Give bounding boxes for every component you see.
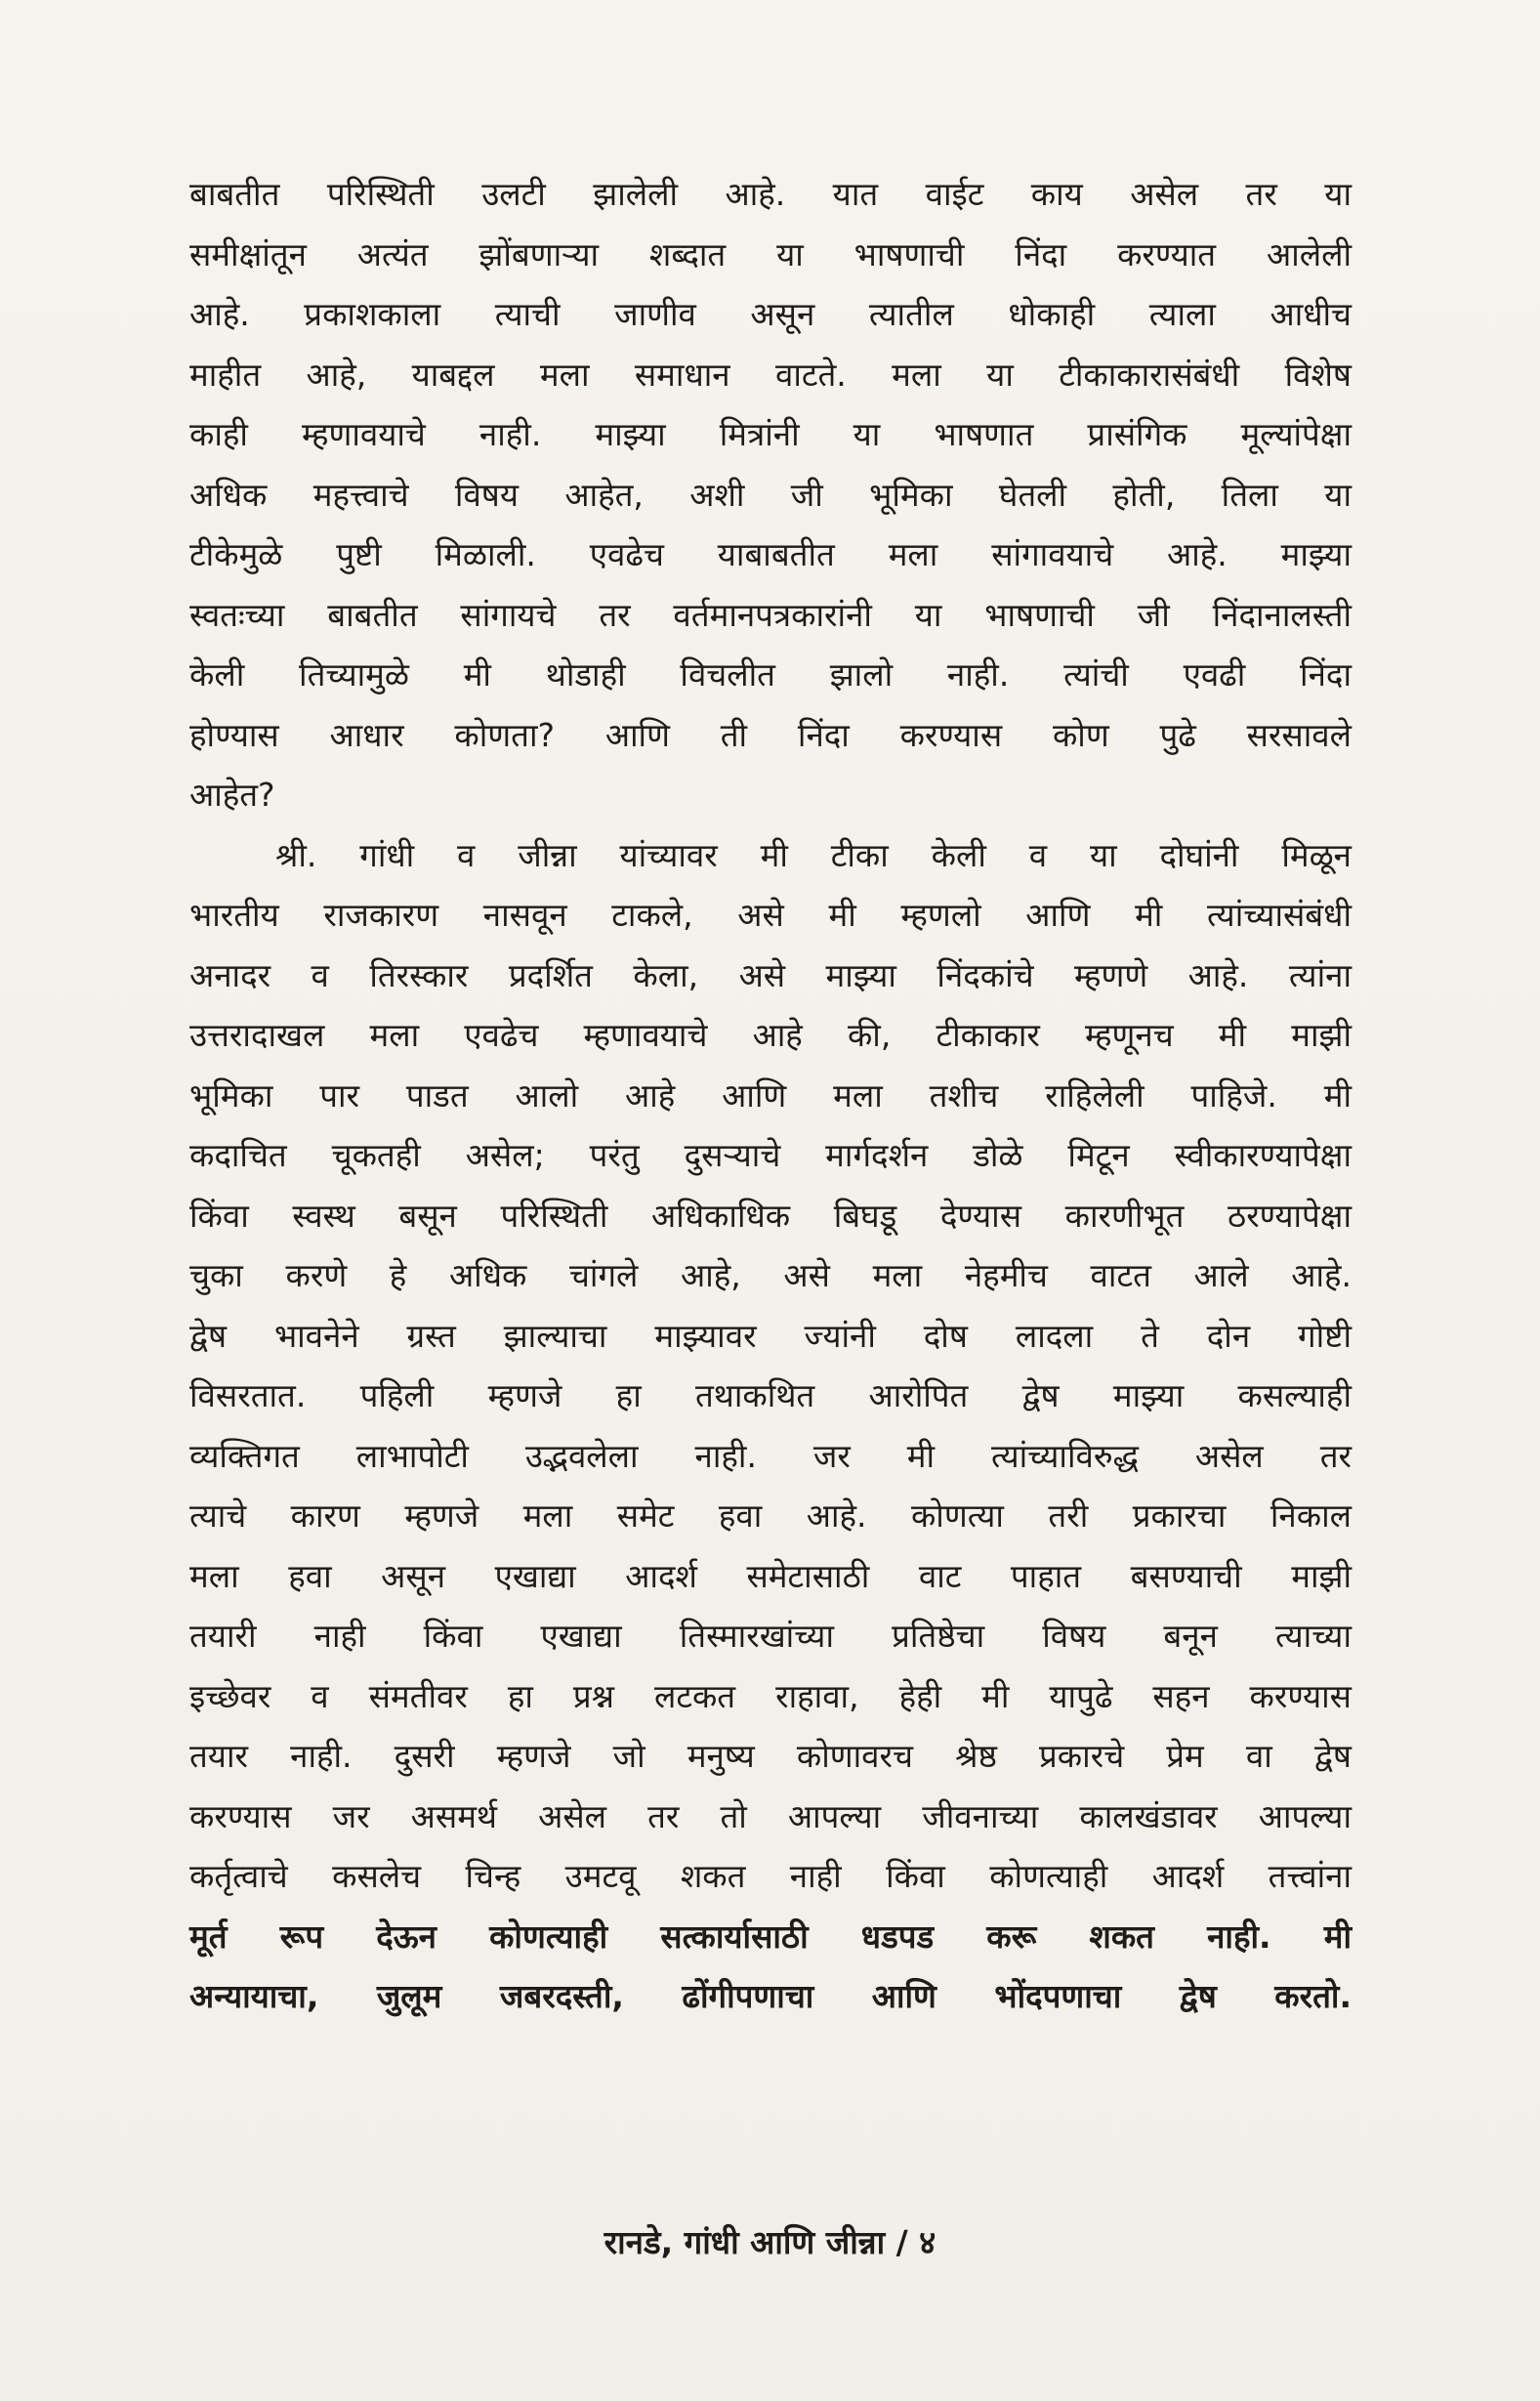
text-line: माहीत आहे, याबद्दल मला समाधान वाटते. मला या टीकाकारासंबंधी विशेष bbox=[189, 355, 1352, 394]
body-text bbox=[189, 164, 1352, 2027]
text-line: कर्तृत्वाचे कसलेच चिन्ह उमटवू शकत नाही किंवा कोणत्याही आदर्श तत्त्वांना bbox=[189, 1857, 1352, 1895]
text-line: भारतीय राजकारण नासवून टाकले, असे मी म्हणलो आणि मी त्यांच्यासंबंधी bbox=[189, 896, 1352, 934]
text-line: इच्छेवर व संमतीवर हा प्रश्न लटकत राहावा, हेही मी यापुढे सहन करण्यास bbox=[189, 1676, 1352, 1715]
text-line: तयारी नाही किंवा एखाद्या तिस्मारखांच्या प्रतिष्ठेचा विषय बनून त्याच्या bbox=[189, 1617, 1352, 1655]
text-line: आहे. प्रकाशकाला त्याची जाणीव असून त्यातील धोकाही त्याला आधीच bbox=[189, 295, 1352, 333]
text-line: चुका करणे हे अधिक चांगले आहे, असे मला नेहमीच वाटत आले आहे. bbox=[189, 1256, 1352, 1294]
text-line: बाबतीत परिस्थिती उलटी झालेली आहे. यात वाईट काय असेल तर या bbox=[189, 175, 1352, 213]
text-line: त्याचे कारण म्हणजे मला समेट हवा आहे. कोणत्या तरी प्रकारचा निकाल bbox=[189, 1496, 1352, 1535]
text-line: श्री. गांधी व जीन्ना यांच्यावर मी टीका केली व या दोघांनी मिळून bbox=[275, 835, 1352, 874]
text-line: अनादर व तिरस्कार प्रदर्शित केला, असे माझ्या निंदकांचे म्हणणे आहे. त्यांना bbox=[189, 955, 1352, 994]
text-line: मूर्त रूप देऊन कोणत्याही सत्कार्यासाठी धडपड करू शकत नाही. मी bbox=[189, 1917, 1352, 1956]
text-line: कदाचित चूकतही असेल; परंतु दुसऱ्याचे मार्गदर्शन डोळे मिटून स्वीकारण्यापेक्षा bbox=[189, 1136, 1352, 1174]
text-line: स्वतःच्या बाबतीत सांगायचे तर वर्तमानपत्रकारांनी या भाषणाची जी निंदानालस्ती bbox=[189, 595, 1352, 634]
text-line: टीकेमुळे पुष्टी मिळाली. एवढेच याबाबतीत मला सांगावयाचे आहे. माझ्या bbox=[189, 535, 1352, 573]
text-line: होण्यास आधार कोणता? आणि ती निंदा करण्यास कोण पुढे सरसावले bbox=[189, 715, 1352, 754]
text-line: आहेत? bbox=[189, 776, 275, 814]
text-line: व्यक्तिगत लाभापोटी उद्भवलेला नाही. जर मी त्यांच्याविरुद्ध असेल तर bbox=[189, 1436, 1352, 1475]
text-line: उत्तरादाखल मला एवढेच म्हणावयाचे आहे की, टीकाकार म्हणूनच मी माझी bbox=[189, 1016, 1352, 1054]
text-line: तयार नाही. दुसरी म्हणजे जो मनुष्य कोणावरच श्रेष्ठ प्रकारचे प्रेम वा द्वेष bbox=[189, 1737, 1352, 1775]
text-line: किंवा स्वस्थ बसून परिस्थिती अधिकाधिक बिघडू देण्यास कारणीभूत ठरण्यापेक्षा bbox=[189, 1196, 1352, 1235]
text-line: काही म्हणावयाचे नाही. माझ्या मित्रांनी या भाषणात प्रासंगिक मूल्यांपेक्षा bbox=[189, 415, 1352, 453]
text-line: करण्यास जर असमर्थ असेल तर तो आपल्या जीवनाच्या कालखंडावर आपल्या bbox=[189, 1796, 1352, 1835]
text-line: विसरतात. पहिली म्हणजे हा तथाकथित आरोपित द्वेष माझ्या कसल्याही bbox=[189, 1376, 1352, 1414]
text-line: अधिक महत्त्वाचे विषय आहेत, अशी जी भूमिका घेतली होती, तिला या bbox=[189, 475, 1352, 514]
text-line: समीक्षांतून अत्यंत झोंबणाऱ्या शब्दात या भाषणाची निंदा करण्यात आलेली bbox=[189, 234, 1352, 274]
text-line: मला हवा असून एखाद्या आदर्श समेटासाठी वाट पाहात बसण्याची माझी bbox=[189, 1556, 1352, 1595]
text-line: द्वेष भावनेने ग्रस्त झाल्याचा माझ्यावर ज्यांनी दोष लादला ते दोन गोष्टी bbox=[189, 1316, 1352, 1355]
text-line: अन्यायाचा, जुलूम जबरदस्ती, ढोंगीपणाचा आणि भोंदपणाचा द्वेष करतो. bbox=[189, 1977, 1352, 2015]
page-footer: रानडे, गांधी आणि जीन्ना / ४ bbox=[604, 2223, 936, 2261]
text-line: केली तिच्यामुळे मी थोडाही विचलीत झालो नाही. त्यांची एवढी निंदा bbox=[189, 655, 1352, 694]
text-line: भूमिका पार पाडत आलो आहे आणि मला तशीच राहिलेली पाहिजे. मी bbox=[189, 1075, 1352, 1115]
